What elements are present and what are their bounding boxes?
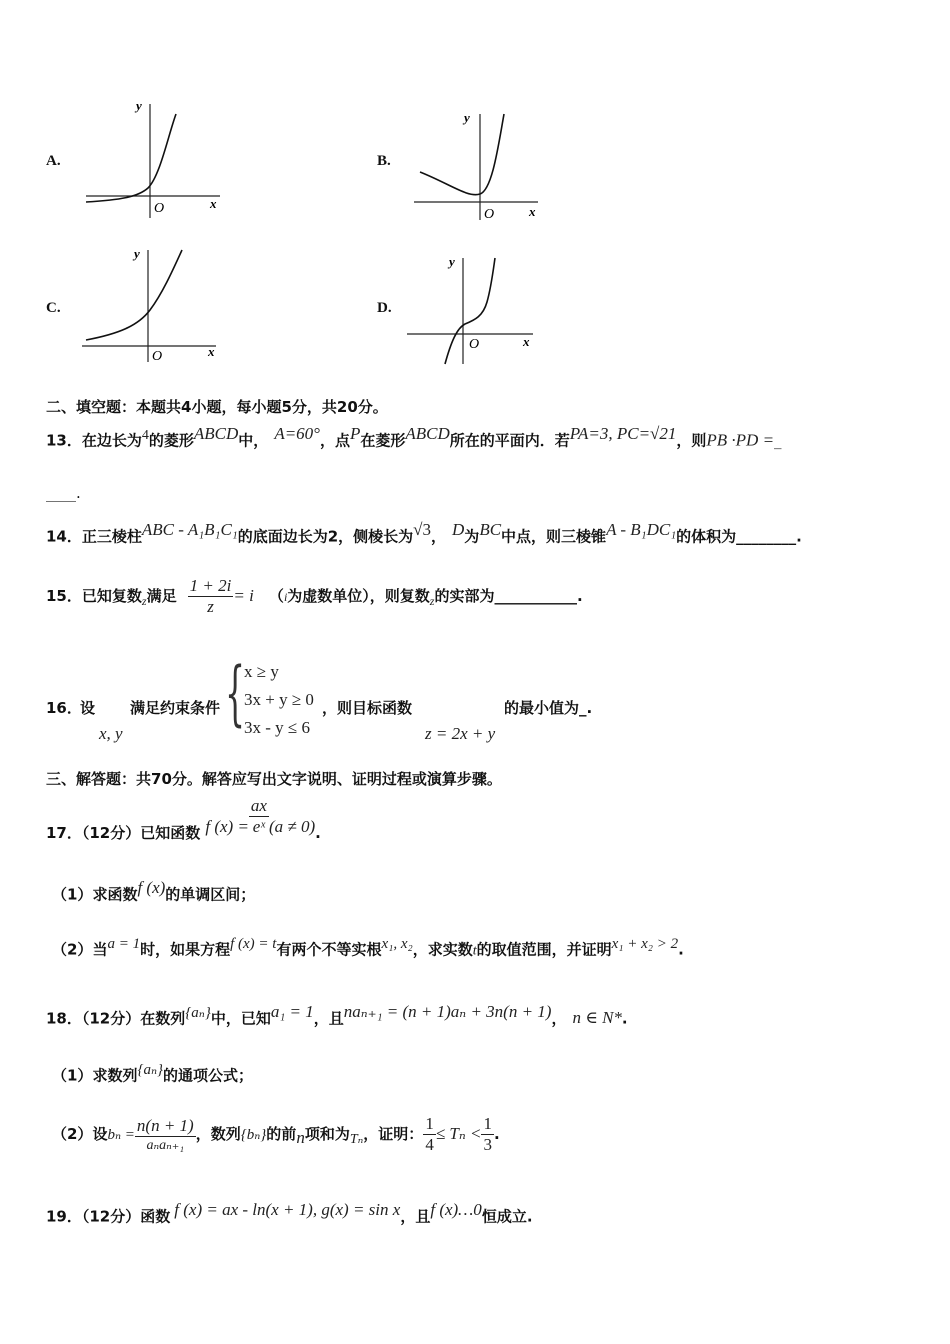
q17-p2-math-2: f (x) = t (230, 936, 277, 952)
q16-constraint-2: 3x + y ≥ 0 (244, 690, 314, 709)
q13-text-3: 中， (238, 431, 269, 450)
q19-text-1: 函数 (140, 1207, 171, 1226)
question-13 (46, 424, 782, 450)
q18-p1-text-1: 求数列 (92, 1066, 138, 1085)
q17-text-1: 已知函数 (140, 824, 201, 842)
q14-text-1: 正三棱柱 (81, 527, 142, 546)
q18-p2-math-3: n (296, 1128, 305, 1148)
option-label-d: D. (377, 300, 392, 316)
section-3-heading: 三、解答题：共70分。解答应写出文字说明、证明过程或演算步骤。 (46, 770, 502, 788)
q13-math-6: PA=3, PC=√21 (569, 424, 677, 443)
graph-c (78, 242, 228, 364)
q18-p2-text-5: ，证明： (363, 1125, 424, 1143)
q18-part-2 (52, 1114, 500, 1155)
q13-text-5: 在菱形 (360, 431, 406, 450)
graph-b-curve (420, 114, 504, 195)
q18-p2-text-2: ，数列 (195, 1125, 241, 1143)
graph-d (403, 252, 543, 367)
graph-a (80, 96, 230, 221)
q13-number: 13． (46, 431, 82, 450)
q18-p1-math-1: {aₙ} (137, 1062, 164, 1078)
graph-d-x-label: x (523, 334, 530, 349)
q18-p2-math-4: Tₙ (349, 1132, 364, 1148)
question-19 (46, 1200, 533, 1226)
q16-text-4: 的最小值为_. (504, 699, 593, 717)
q16-constraint-1: x ≥ y (244, 662, 279, 681)
section-2-heading: 二、填空题：本题共4小题，每小题5分，共20分。 (46, 398, 388, 416)
q18-text-1: 在数列 (140, 1009, 186, 1028)
q18-p2-frac-1-den: 4 (425, 1135, 434, 1154)
graph-b-origin: O (484, 207, 495, 222)
q18-p2-frac-2 (481, 1114, 494, 1155)
q13-blank-2: ____. (46, 484, 81, 502)
q18-p2-frac-1-num: 1 (425, 1114, 434, 1133)
graph-d-origin: O (469, 337, 480, 352)
q18-math-3: naₙ₊₁ = (n + 1)aₙ + 3n(n + 1) (343, 1002, 552, 1021)
q13-blank-1: _ (774, 431, 782, 450)
q15-text-4: 为虚数单位），则复数 (287, 587, 430, 605)
q15-math-1: z (141, 594, 147, 609)
q18-text-4: ， (551, 1009, 567, 1028)
q15-frac-num: 1 + 2i (189, 576, 232, 595)
q15-fraction (188, 576, 234, 617)
q18-part-1 (52, 1060, 253, 1085)
q17-p2-math-3: x₁, x₂ (381, 936, 413, 952)
q18-p2-math-1: bₙ = (107, 1127, 135, 1143)
q16-text-3: ，则目标函数 (322, 699, 413, 717)
graph-d-y-label: y (449, 254, 455, 269)
q18-p2-fraction (135, 1116, 196, 1154)
question-15 (46, 576, 583, 617)
q15-text-1: 已知复数 (81, 587, 142, 605)
graph-b (410, 108, 545, 223)
q19-math-2: f (x)…0 (430, 1200, 482, 1219)
q18-p2-label: （2） (52, 1125, 93, 1143)
q16-number: 16． (46, 699, 82, 717)
q17-part-1 (52, 878, 255, 904)
q17-p2-math-1: a = 1 (107, 936, 141, 952)
option-label-b: B. (377, 153, 391, 169)
option-label-a: A. (46, 153, 61, 169)
q18-math-1: {aₙ} (185, 1005, 211, 1021)
graph-c-x-label: x (208, 344, 215, 359)
q18-p2-frac-1 (423, 1114, 436, 1155)
q15-math-2: = i (233, 586, 254, 605)
q18-p1-text-2: 的通项公式； (163, 1066, 254, 1085)
q14-text-5: 中点，则三棱锥 (501, 527, 607, 546)
q17-p1-text-2: 的单调区间； (165, 885, 256, 904)
q13-math-5: ABCD (405, 424, 450, 443)
q17-p1-text-1: 求函数 (92, 885, 138, 904)
q14-text-6: 的体积为________. (676, 527, 802, 546)
q13-math-4: P (349, 424, 361, 443)
question-17 (46, 796, 321, 843)
graph-c-curve (86, 250, 182, 340)
q18-p1-label: （1） (52, 1066, 93, 1085)
q17-p2-math-4: t (472, 943, 477, 959)
q18-p2-frac-num: n(n + 1) (136, 1115, 194, 1135)
q17-p1-math-1: f (x) (137, 878, 166, 897)
q18-text-3: ，且 (313, 1009, 344, 1028)
q16-text-2: 满足约束条件 (130, 699, 221, 717)
q13-text-4: ，点 (319, 431, 350, 450)
graph-a-curve (86, 114, 176, 202)
q13-math-2: ABCD (193, 424, 239, 443)
q18-score: （12分） (81, 1009, 141, 1028)
q18-number: 18． (46, 1009, 82, 1028)
graph-b-x-label: x (529, 204, 536, 219)
graph-a-y-label: y (136, 98, 142, 113)
q18-p2-text-4: 项和为 (304, 1125, 350, 1143)
q19-score: （12分） (81, 1207, 141, 1226)
q16-text-1: 设 (80, 699, 96, 717)
q18-math-4: n ∈ N* (572, 1008, 622, 1028)
q17-p2-text-2: 时，如果方程 (140, 940, 231, 959)
q13-text-1: 在边长为 (81, 431, 142, 450)
q19-math-1: f (x) = ax - ln(x + 1), g(x) = sin x (174, 1200, 401, 1219)
q19-text-3: 恒成立. (481, 1207, 533, 1226)
q17-math-1: f (x) = (205, 817, 249, 836)
q15-text-5: 的实部为___________. (434, 587, 583, 605)
q14-math-3: D (452, 520, 465, 539)
q17-p2-text-5: 的取值范围，并证明 (476, 940, 612, 959)
q14-text-2: 的底面边长为2，侧棱长为 (237, 527, 414, 546)
q17-score: （12分） (81, 824, 141, 842)
q13-math-1: 4 (141, 428, 149, 443)
q14-math-4: BC (479, 520, 502, 539)
q13-math-3: A=60° (274, 424, 320, 443)
q14-number: 14． (46, 527, 82, 546)
q17-frac-den: eˣ (252, 817, 266, 836)
q18-p2-text-3: 的前 (266, 1125, 297, 1143)
q14-math-5: A - B₁DC₁ (606, 520, 677, 539)
q18-p2-frac-2-num: 1 (483, 1114, 492, 1133)
graph-c-y-label: y (134, 246, 140, 261)
q17-p2-text-4: ，求实数 (412, 940, 473, 959)
graph-b-y-label: y (464, 110, 470, 125)
q19-number: 19． (46, 1207, 82, 1226)
q15-text-2: 满足 (146, 587, 177, 605)
q17-end: . (315, 824, 321, 842)
q17-p2-math-5: x₁ + x₂ > 2 (611, 936, 679, 952)
q15-number: 15． (46, 587, 82, 605)
q17-fraction (249, 796, 269, 837)
q18-p2-frac-den: aₙaₙ₊₁ (146, 1137, 185, 1153)
graph-a-x-label: x (210, 196, 217, 211)
q14-text-4: 为 (464, 527, 480, 546)
graph-a-origin: O (154, 201, 165, 216)
q15-frac-den: z (207, 597, 214, 616)
q14-text-3: ， (431, 527, 447, 546)
q18-p2-text-1: 设 (92, 1125, 108, 1143)
q13-math-7: PB ·PD = (706, 430, 775, 450)
q15-text-3: （ (268, 587, 284, 605)
q16-brace: { (225, 652, 246, 734)
q17-p2-end: . (678, 940, 684, 959)
q14-math-1: ABC - A₁B₁C₁ (141, 520, 238, 539)
q14-math-2: √3 (413, 520, 431, 539)
q18-math-2: a₁ = 1 (270, 1002, 314, 1021)
q17-p2-label: （2） (52, 940, 93, 959)
question-18 (46, 1002, 628, 1028)
q17-math-2: (a ≠ 0) (268, 817, 316, 836)
q13-text-7: ，则 (676, 431, 707, 450)
q18-p2-end: . (493, 1125, 500, 1143)
q17-p1-label: （1） (52, 885, 93, 904)
q17-p2-text-1: 当 (92, 940, 108, 959)
q18-p2-math-2: {bₙ} (240, 1127, 267, 1143)
q17-frac-num: ax (250, 796, 267, 815)
q18-p2-math-5: ≤ Tₙ < (435, 1124, 482, 1143)
option-label-c: C. (46, 300, 61, 316)
q16-math-2: z = 2x + y (425, 724, 496, 743)
q13-text-6: 所在的平面内．若 (449, 431, 570, 450)
q15-math-3: i (283, 590, 288, 604)
question-14 (46, 520, 802, 546)
q16-math-1: x, y (99, 724, 123, 743)
q17-number: 17． (46, 824, 82, 842)
graph-c-origin: O (152, 349, 163, 364)
q18-p2-frac-2-den: 3 (483, 1135, 492, 1154)
q16-constraint-3: 3x - y ≤ 6 (244, 718, 310, 737)
q18-end: . (621, 1009, 628, 1028)
q19-text-2: ，且 (400, 1207, 431, 1226)
q13-text-2: 的菱形 (148, 431, 194, 450)
q15-math-4: z (429, 594, 435, 609)
q18-text-2: 中，已知 (210, 1009, 271, 1028)
q17-p2-text-3: 有两个不等实根 (276, 940, 382, 959)
q17-part-2 (52, 936, 684, 959)
